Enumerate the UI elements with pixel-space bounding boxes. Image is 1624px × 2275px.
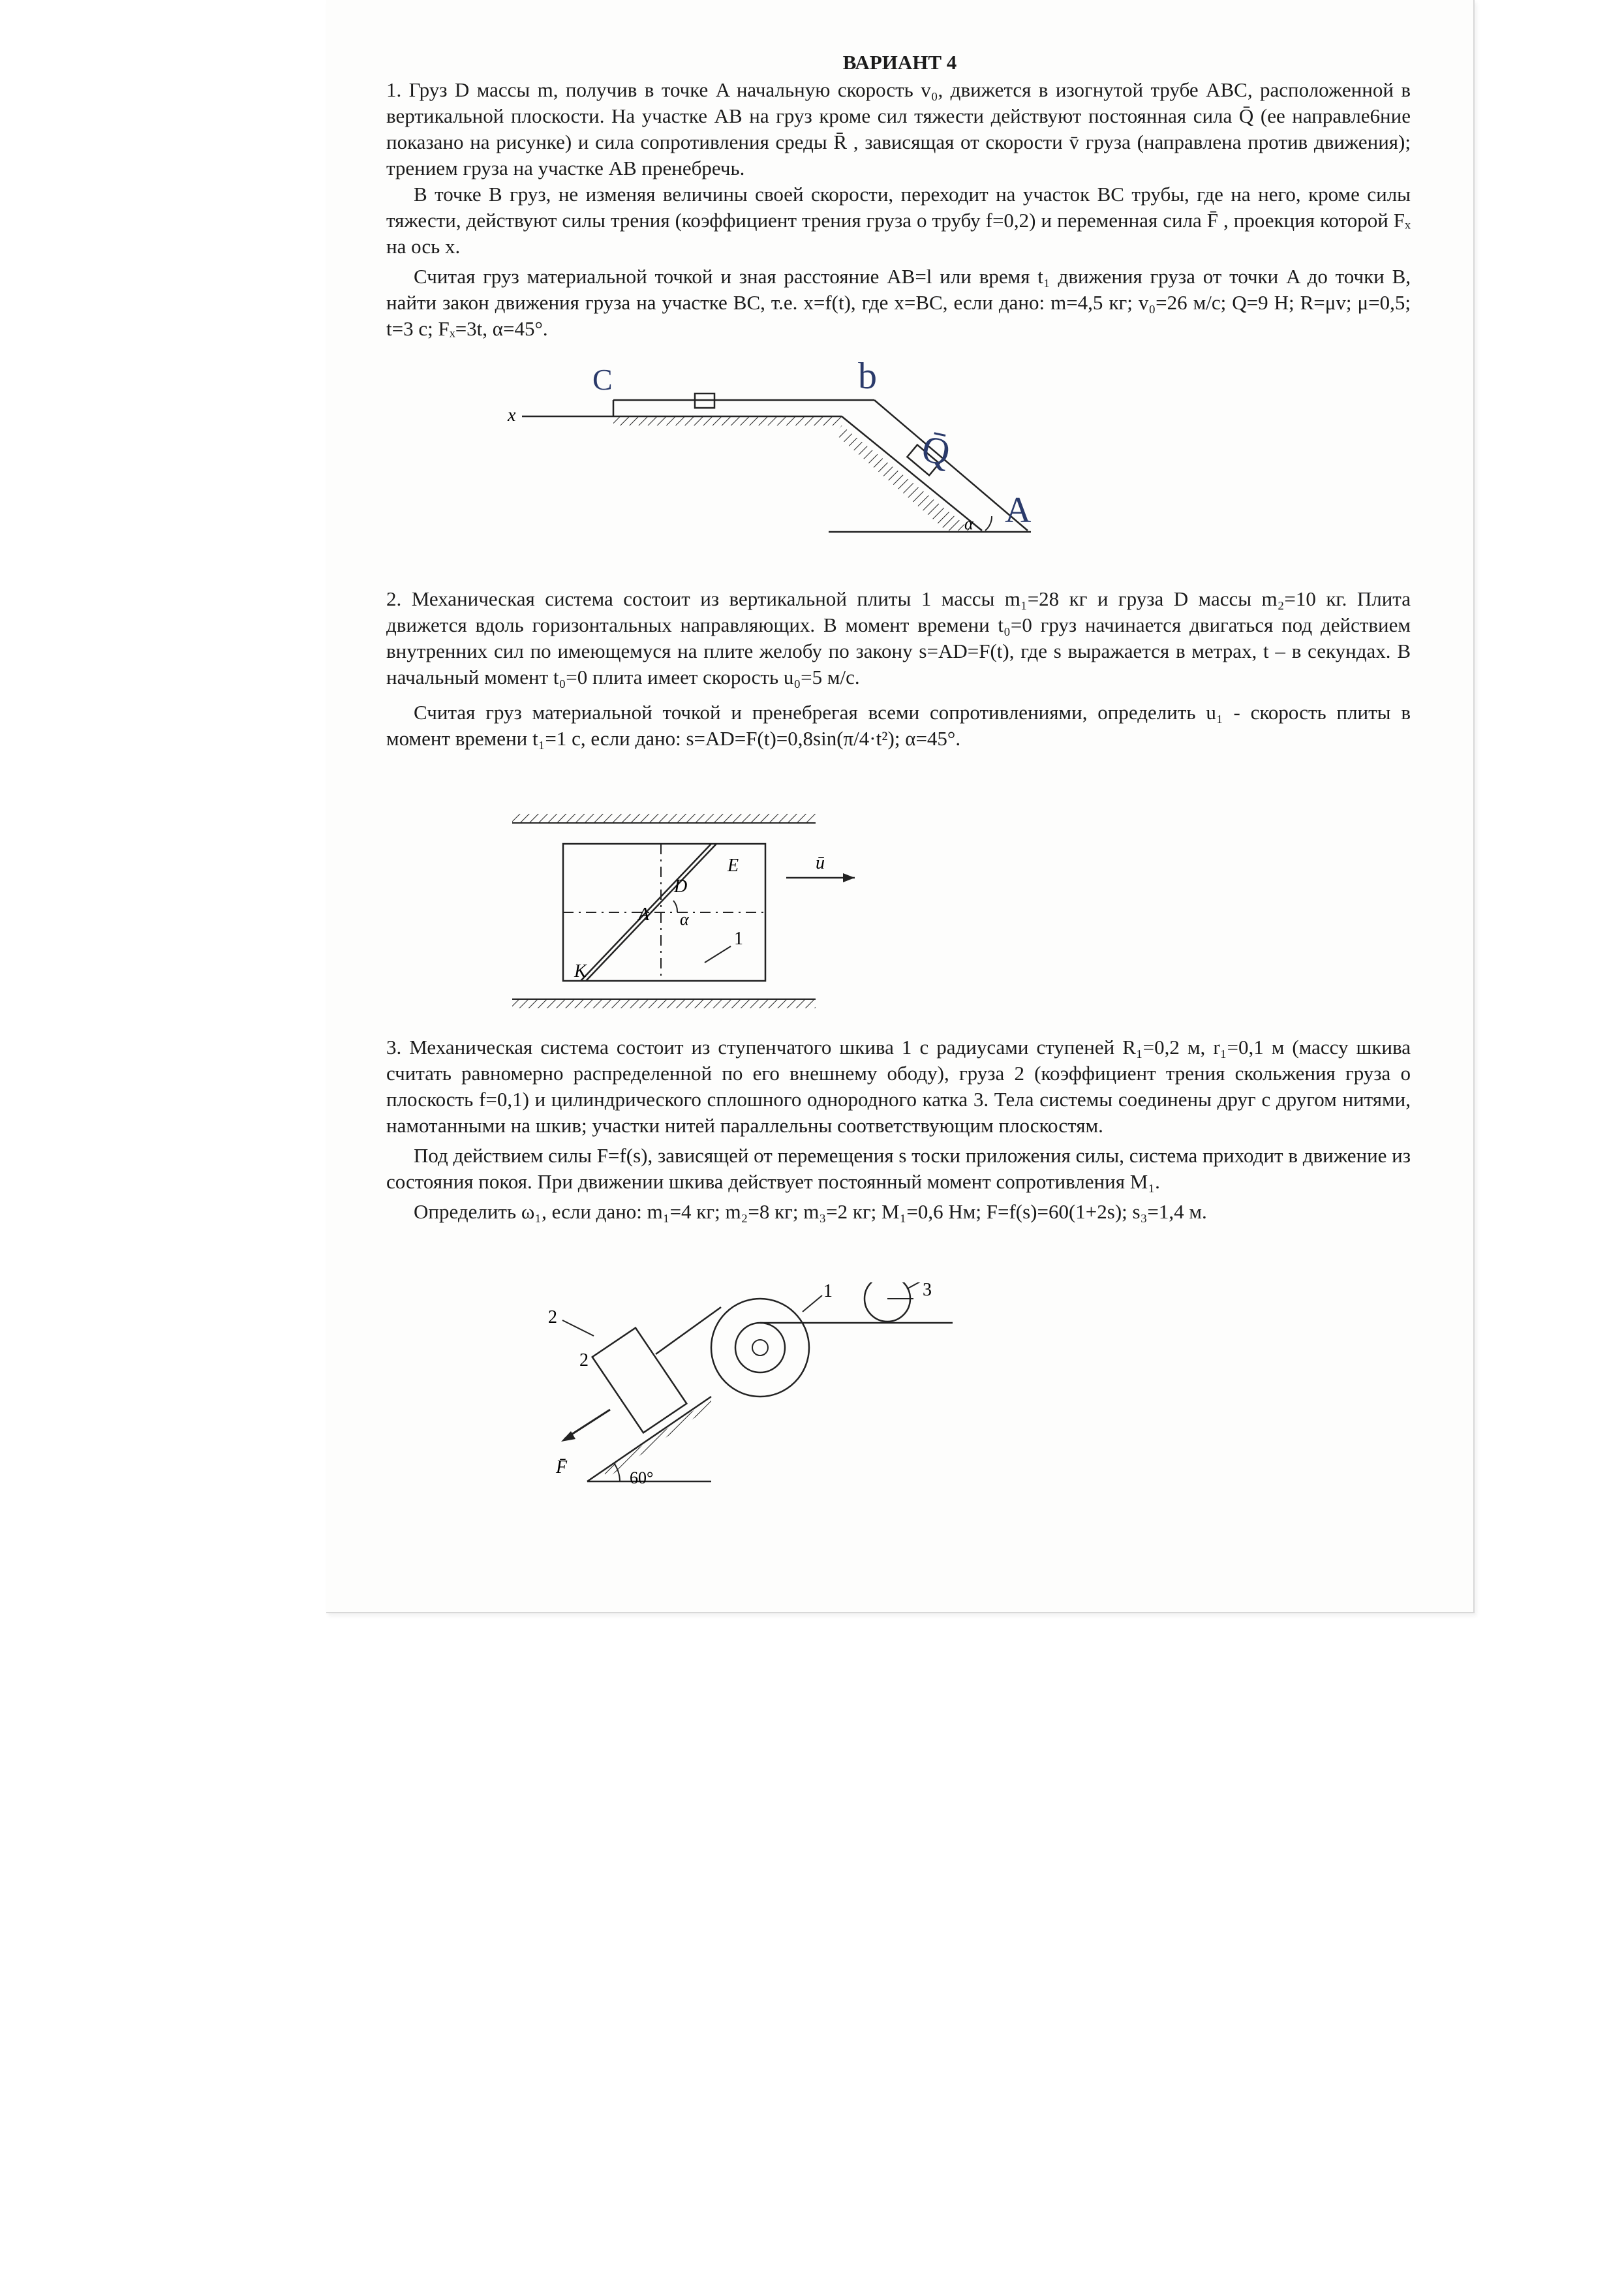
velocity-arrowhead bbox=[843, 873, 855, 882]
groove-line-2 bbox=[586, 844, 716, 981]
problem-3-para-1: 3. Механическая система состоит из ступенчатого шкива 1 с радиусами ступеней R₁=0,2 м, r₁=0,1 м (массу шкива считать равномерно распределенной по его внешнему ободу), груза 2 (коэффициент трения скольжения груза о плоскость f=0,1) и цилиндрического сплошного однородного катка 3. Тела системы соединены друг с другом нитями, намотанными на шкив; участки нитей параллельны соответствующим плоскостям. bbox=[386, 1036, 1411, 1137]
handwritten-a: A bbox=[1005, 490, 1032, 531]
label-K: K bbox=[574, 961, 587, 982]
label-pulley-1: 1 bbox=[823, 1282, 833, 1301]
label-force-F: F̄ bbox=[556, 1457, 568, 1478]
label-roller-3: 3 bbox=[923, 1282, 932, 1300]
label-1: 1 bbox=[734, 929, 743, 949]
pulley-leader bbox=[803, 1295, 822, 1312]
label-D: D bbox=[674, 876, 688, 897]
roller-3 bbox=[865, 1282, 910, 1322]
alpha-arc bbox=[985, 516, 992, 531]
label-A: A bbox=[638, 905, 650, 925]
handwritten-c: C bbox=[592, 363, 613, 396]
pulley-1-inner bbox=[735, 1323, 785, 1372]
alpha-arc-2 bbox=[673, 901, 677, 912]
problem-2-figure bbox=[509, 806, 900, 1021]
problem-2-text bbox=[386, 586, 1411, 752]
pulley-1-outer bbox=[711, 1299, 809, 1397]
plate-leader-line bbox=[705, 946, 731, 963]
label-E: E bbox=[728, 856, 739, 876]
scanned-page bbox=[326, 0, 1475, 1613]
label-alpha-2: α bbox=[680, 910, 689, 929]
problem-1-figure bbox=[489, 362, 1077, 558]
velocity-label: ū bbox=[816, 853, 825, 873]
roller-leader bbox=[907, 1282, 921, 1289]
problem-1-text bbox=[386, 77, 1411, 342]
handwritten-q: Q̄ bbox=[918, 427, 954, 474]
problem-3-figure bbox=[522, 1282, 979, 1498]
handwritten-b: b bbox=[858, 362, 877, 397]
angle-label: 60° bbox=[630, 1468, 654, 1487]
top-rail-hatch bbox=[512, 814, 816, 823]
problem-3-para-2: Под действием силы F=f(s), зависящей от перемещения s тоски приложения силы, система приходит в движение из состояния покоя. При движении шкива действует постоянный момент сопротивления M₁. bbox=[386, 1144, 1411, 1193]
bottom-rail-hatch bbox=[512, 999, 816, 1008]
block-2 bbox=[592, 1328, 687, 1433]
x-axis-label: x bbox=[508, 405, 516, 426]
ground-hatch-horizontal bbox=[613, 416, 842, 426]
label-block-2b: 2 bbox=[579, 1350, 589, 1370]
problem-2-para-1: 2. Механическая система состоит из вертикальной плиты 1 массы m₁=28 кг и груза D массы m₂=10 кг. Плита движется вдоль горизонтальных направляющих. В момент времени t₀=0 груз начинается двигаться под действием внутренних сил по имеющемуся на плите желобу по закону s=AD=F(t), где s выражается в метрах, t – в секундах. В начальный момент t₀=0 плита имеет скорость u₀=5 м/с. bbox=[386, 587, 1411, 689]
page-title: ВАРИАНТ 4 bbox=[842, 51, 957, 74]
label-block-2a: 2 bbox=[548, 1307, 557, 1327]
problem-1-para-3: Считая груз материальной точкой и зная расстояние AB=l или время t₁ движения груза от точки A до точки B, найти закон движения груза на участке BC, т.е. x=f(t), где x=BC, если дано: m=4,5 кг; v₀=26 м/с; Q=9 Н; R=μv; μ=0,5; t=3 с; Fₓ=3t, α=45°. bbox=[386, 265, 1411, 340]
incline-hatch bbox=[604, 1399, 711, 1478]
problem-1-para-1: 1. Груз D массы m, получив в точке A начальную скорость v₀, движется в изогнутой трубе ABC, расположенной в вертикальной плоскости. На участке AB на груз кроме сил тяжести действуют постоянная сила Q̄ (ее направле6ние показано на рисунке) и сила сопротивления среды R̄ , зависящая от скорости v̄ груза (направлена против движения); трением груза на участке AB пренебречь. bbox=[386, 78, 1411, 179]
problem-2-para-2: Считая груз материальной точкой и пренебрегая всеми сопротивлениями, определить u₁ - скорость плиты в момент времени t₁=1 с, если дано: s=AD=F(t)=0,8sin(π/4·t²); α=45°. bbox=[386, 701, 1411, 750]
problem-1-para-2: В точке B груз, не изменяя величины своей скорости, переходит на участок BC трубы, где на него, кроме силы тяжести, действуют силы трения (коэффициент трения груза о трубу f=0,2) и переменная сила F̄ , проекция которой Fₓ на ось x. bbox=[386, 183, 1411, 258]
block-leader bbox=[562, 1320, 594, 1336]
problem-3-para-3: Определить ω₁, если дано: m₁=4 кг; m₂=8 кг; m₃=2 кг; M₁=0,6 Нм; F=f(s)=60(1+2s); s₃=1,4 м. bbox=[414, 1200, 1207, 1223]
pulley-1-hub bbox=[752, 1340, 768, 1355]
problem-3-text bbox=[386, 1034, 1411, 1225]
alpha-label: α bbox=[964, 514, 973, 533]
